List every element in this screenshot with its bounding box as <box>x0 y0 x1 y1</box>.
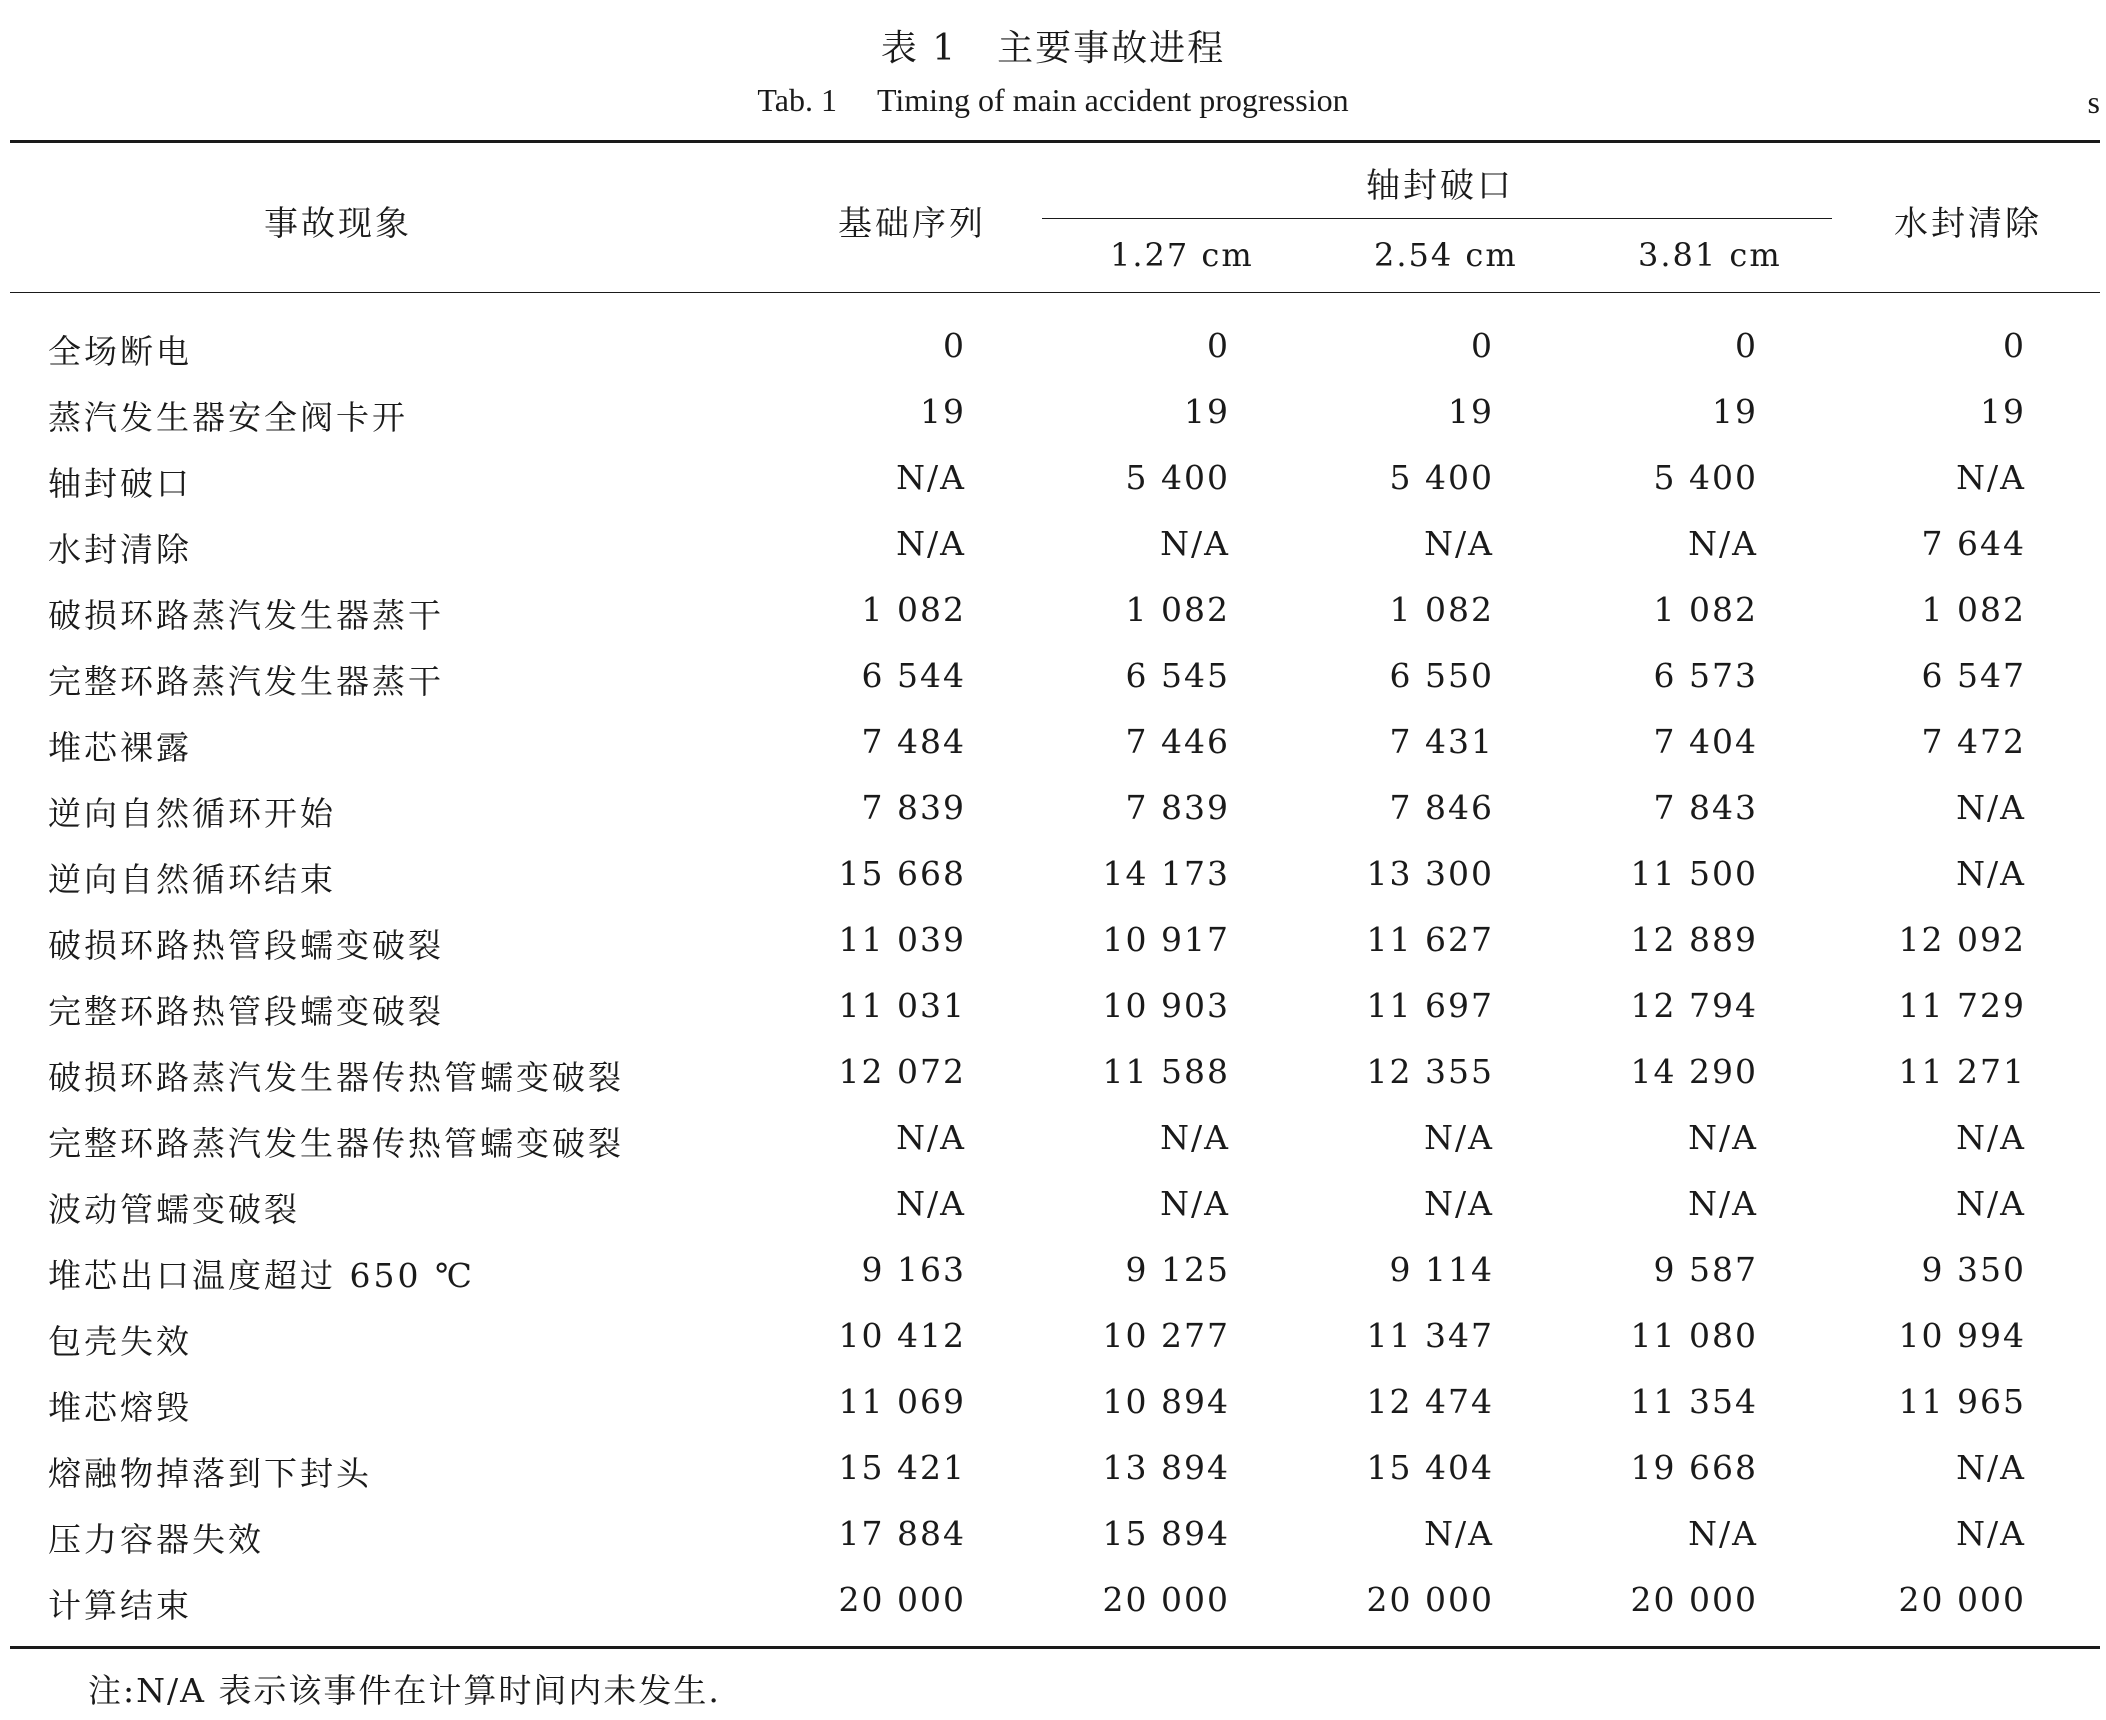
row-value-cell: 6 573 <box>1653 656 1758 695</box>
row-value-cell: 5 400 <box>1653 458 1758 497</box>
table-row <box>0 788 2106 854</box>
header-rule <box>10 292 2100 293</box>
table-note: 注:N/A 表示该事件在计算时间内未发生. <box>88 1671 721 1710</box>
table-caption-zh <box>0 20 2106 71</box>
row-value-cell: 1 082 <box>1653 590 1758 629</box>
row-value-cell: 11 080 <box>1630 1316 1758 1355</box>
table-row <box>0 656 2106 722</box>
row-value-cell: N/A <box>1160 1184 1230 1223</box>
row-value-cell: 11 965 <box>1898 1382 2026 1421</box>
row-value-cell: 1 082 <box>1389 590 1494 629</box>
row-event-label: 全场断电 <box>48 332 192 371</box>
row-value-cell: N/A <box>1956 1118 2026 1157</box>
row-value-cell: N/A <box>1956 1448 2026 1487</box>
row-value-cell: 7 843 <box>1653 788 1758 827</box>
row-value-cell: 7 446 <box>1125 722 1230 761</box>
row-value-cell: 11 069 <box>838 1382 966 1421</box>
row-value-cell: 19 <box>1448 392 1494 431</box>
table-row <box>0 524 2106 590</box>
header-base-sequence: 基础序列 <box>838 204 986 244</box>
header-seal-break-group: 轴封破口 <box>1366 166 1514 206</box>
row-value-cell: 19 668 <box>1630 1448 1758 1487</box>
row-value-cell: N/A <box>896 458 966 497</box>
caption-zh-title: 主要事故进程 <box>997 28 1226 69</box>
row-value-cell: 13 300 <box>1366 854 1494 893</box>
table-row <box>0 722 2106 788</box>
row-value-cell: 10 994 <box>1898 1316 2026 1355</box>
table-row <box>0 1250 2106 1316</box>
row-value-cell: N/A <box>896 524 966 563</box>
row-value-cell: N/A <box>896 1118 966 1157</box>
row-event-label: 完整环路蒸汽发生器蒸干 <box>48 662 444 701</box>
row-value-cell: N/A <box>1160 1118 1230 1157</box>
row-value-cell: 15 421 <box>838 1448 966 1487</box>
row-value-cell: N/A <box>1956 1184 2026 1223</box>
row-value-cell: 11 039 <box>838 920 966 959</box>
row-event-label: 轴封破口 <box>48 464 192 503</box>
row-value-cell: 9 350 <box>1921 1250 2026 1289</box>
row-value-cell: 9 163 <box>861 1250 966 1289</box>
table-row <box>0 1316 2106 1382</box>
row-event-label: 逆向自然循环结束 <box>48 860 336 899</box>
row-value-cell: 6 544 <box>861 656 966 695</box>
row-value-cell: 12 794 <box>1630 986 1758 1025</box>
row-value-cell: 14 173 <box>1102 854 1230 893</box>
row-value-cell: 9 125 <box>1125 1250 1230 1289</box>
row-value-cell: 7 431 <box>1389 722 1494 761</box>
row-value-cell: 1 082 <box>861 590 966 629</box>
row-value-cell: 0 <box>2003 326 2026 365</box>
row-value-cell: N/A <box>1956 458 2026 497</box>
row-value-cell: N/A <box>1160 524 1230 563</box>
row-value-cell: 7 644 <box>1921 524 2026 563</box>
row-value-cell: 15 404 <box>1366 1448 1494 1487</box>
header-sub-2: 2.54 cm <box>1374 236 1518 274</box>
row-value-cell: N/A <box>1956 1514 2026 1553</box>
table-row <box>0 1448 2106 1514</box>
row-value-cell: 5 400 <box>1125 458 1230 497</box>
row-value-cell: 20 000 <box>1630 1580 1758 1619</box>
table-unit: s <box>2087 84 2100 120</box>
row-value-cell: N/A <box>1688 1514 1758 1553</box>
row-value-cell: 20 000 <box>838 1580 966 1619</box>
row-value-cell: 15 668 <box>838 854 966 893</box>
row-value-cell: 7 839 <box>1125 788 1230 827</box>
row-value-cell: 20 000 <box>1898 1580 2026 1619</box>
row-value-cell: 7 484 <box>861 722 966 761</box>
row-value-cell: 0 <box>1735 326 1758 365</box>
caption-zh-label: 表 1 <box>880 28 958 69</box>
row-value-cell: N/A <box>1688 1118 1758 1157</box>
row-event-label: 破损环路蒸汽发生器传热管蠕变破裂 <box>48 1058 624 1097</box>
row-event-label: 破损环路热管段蠕变破裂 <box>48 926 444 965</box>
row-value-cell: 1 082 <box>1921 590 2026 629</box>
header-water-seal: 水封清除 <box>1894 204 2042 244</box>
table-row <box>0 920 2106 986</box>
row-event-label: 逆向自然循环开始 <box>48 794 336 833</box>
row-value-cell: 7 472 <box>1921 722 2026 761</box>
row-value-cell: N/A <box>1424 524 1494 563</box>
row-value-cell: 6 547 <box>1921 656 2026 695</box>
header-sub-1: 1.27 cm <box>1110 236 1254 274</box>
row-value-cell: 10 277 <box>1102 1316 1230 1355</box>
row-value-cell: N/A <box>1688 524 1758 563</box>
row-value-cell: N/A <box>896 1184 966 1223</box>
table-row <box>0 590 2106 656</box>
table-row <box>0 392 2106 458</box>
row-value-cell: 11 354 <box>1630 1382 1758 1421</box>
row-value-cell: N/A <box>1956 854 2026 893</box>
row-value-cell: 11 627 <box>1366 920 1494 959</box>
row-value-cell: N/A <box>1424 1184 1494 1223</box>
table-row <box>0 854 2106 920</box>
row-value-cell: 1 082 <box>1125 590 1230 629</box>
row-value-cell: 12 355 <box>1366 1052 1494 1091</box>
row-value-cell: 11 031 <box>838 986 966 1025</box>
table-row <box>0 986 2106 1052</box>
row-event-label: 波动管蠕变破裂 <box>48 1190 300 1229</box>
group-rule <box>1042 218 1832 219</box>
top-rule <box>10 140 2100 143</box>
row-event-label: 包壳失效 <box>48 1322 192 1361</box>
table-row <box>0 1184 2106 1250</box>
table-row <box>0 1382 2106 1448</box>
row-value-cell: 6 550 <box>1389 656 1494 695</box>
row-value-cell: 0 <box>1471 326 1494 365</box>
row-value-cell: 12 072 <box>838 1052 966 1091</box>
row-value-cell: 19 <box>1184 392 1230 431</box>
row-value-cell: 14 290 <box>1630 1052 1758 1091</box>
table-row <box>0 458 2106 524</box>
caption-en-title: Timing of main accident progression <box>876 82 1349 118</box>
row-value-cell: 10 917 <box>1102 920 1230 959</box>
row-value-cell: 17 884 <box>838 1514 966 1553</box>
row-value-cell: 10 412 <box>838 1316 966 1355</box>
row-value-cell: 6 545 <box>1125 656 1230 695</box>
row-value-cell: N/A <box>1424 1118 1494 1157</box>
row-value-cell: 12 474 <box>1366 1382 1494 1421</box>
table-row <box>0 1580 2106 1646</box>
row-event-label: 堆芯出口温度超过 650 ℃ <box>48 1256 475 1295</box>
row-value-cell: 10 894 <box>1102 1382 1230 1421</box>
row-event-label: 破损环路蒸汽发生器蒸干 <box>48 596 444 635</box>
table-row <box>0 1514 2106 1580</box>
row-value-cell: 11 500 <box>1630 854 1758 893</box>
row-value-cell: 11 697 <box>1366 986 1494 1025</box>
row-value-cell: 19 <box>920 392 966 431</box>
row-value-cell: N/A <box>1688 1184 1758 1223</box>
row-value-cell: 12 092 <box>1898 920 2026 959</box>
row-value-cell: 10 903 <box>1102 986 1230 1025</box>
row-value-cell: 15 894 <box>1102 1514 1230 1553</box>
row-value-cell: 5 400 <box>1389 458 1494 497</box>
row-event-label: 熔融物掉落到下封头 <box>48 1454 372 1493</box>
row-value-cell: 19 <box>1712 392 1758 431</box>
row-value-cell: 20 000 <box>1102 1580 1230 1619</box>
row-event-label: 蒸汽发生器安全阀卡开 <box>48 398 408 437</box>
caption-en-label: Tab. 1 <box>757 82 837 118</box>
bottom-rule <box>10 1646 2100 1649</box>
row-value-cell: 13 894 <box>1102 1448 1230 1487</box>
table-row <box>0 326 2106 392</box>
row-value-cell: 11 271 <box>1898 1052 2026 1091</box>
row-value-cell: 20 000 <box>1366 1580 1494 1619</box>
row-value-cell: 11 729 <box>1898 986 2026 1025</box>
row-event-label: 计算结束 <box>48 1586 192 1625</box>
table-caption-en <box>0 82 2106 119</box>
header-event: 事故现象 <box>264 204 412 244</box>
row-event-label: 堆芯熔毁 <box>48 1388 192 1427</box>
row-value-cell: 11 588 <box>1102 1052 1230 1091</box>
table-row <box>0 1118 2106 1184</box>
row-value-cell: 0 <box>943 326 966 365</box>
row-value-cell: 19 <box>1980 392 2026 431</box>
row-value-cell: N/A <box>1956 788 2026 827</box>
row-value-cell: 9 114 <box>1389 1250 1494 1289</box>
row-value-cell: 7 404 <box>1653 722 1758 761</box>
table-row <box>0 1052 2106 1118</box>
row-event-label: 完整环路蒸汽发生器传热管蠕变破裂 <box>48 1124 624 1163</box>
row-value-cell: 7 846 <box>1389 788 1494 827</box>
row-value-cell: 0 <box>1207 326 1230 365</box>
row-event-label: 压力容器失效 <box>48 1520 264 1559</box>
row-value-cell: 9 587 <box>1653 1250 1758 1289</box>
row-value-cell: 7 839 <box>861 788 966 827</box>
row-value-cell: 12 889 <box>1630 920 1758 959</box>
header-sub-3: 3.81 cm <box>1638 236 1782 274</box>
row-event-label: 堆芯裸露 <box>48 728 192 767</box>
row-value-cell: 11 347 <box>1366 1316 1494 1355</box>
row-event-label: 完整环路热管段蠕变破裂 <box>48 992 444 1031</box>
row-value-cell: N/A <box>1424 1514 1494 1553</box>
row-event-label: 水封清除 <box>48 530 192 569</box>
